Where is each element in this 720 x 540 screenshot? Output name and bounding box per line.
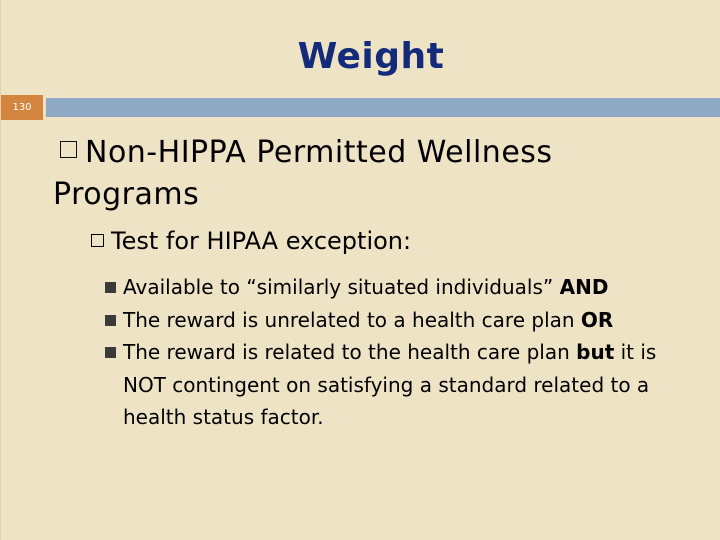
bullet-level-3-list xyxy=(105,271,695,434)
bullet-emphasis: AND xyxy=(559,275,609,299)
bullet-level-1-text: Non-HIPPA Permitted Wellness Programs xyxy=(53,135,553,212)
bullet-emphasis: OR xyxy=(580,307,614,332)
bullet-text: The reward is related to the health care plan xyxy=(123,340,577,364)
checkbox-bullet-icon xyxy=(91,234,104,247)
header-rule xyxy=(46,98,720,117)
bullet-text: it is NOT contingent on satisfying a standard related to a health status factor. xyxy=(123,340,657,429)
bullet-level-3-item xyxy=(105,271,695,304)
bullet-level-2-text: Test for HIPAA exception: xyxy=(111,227,412,255)
bullet-emphasis: but xyxy=(576,340,615,364)
square-bullet-icon xyxy=(105,347,116,358)
square-bullet-icon xyxy=(105,282,116,293)
bullet-text: Available to “similarly situated individuals” xyxy=(123,275,560,299)
bullet-level-2 xyxy=(91,225,411,257)
bullet-level-3-item xyxy=(105,336,695,434)
square-bullet-icon xyxy=(105,315,116,326)
slide-number-badge: 130 xyxy=(1,95,43,120)
bullet-level-1 xyxy=(53,132,693,216)
bullet-level-3-item xyxy=(105,304,695,337)
slide-title: Weight xyxy=(297,36,445,77)
bullet-text: The reward is unrelated to a health care plan xyxy=(123,307,581,332)
checkbox-bullet-icon xyxy=(60,141,77,158)
